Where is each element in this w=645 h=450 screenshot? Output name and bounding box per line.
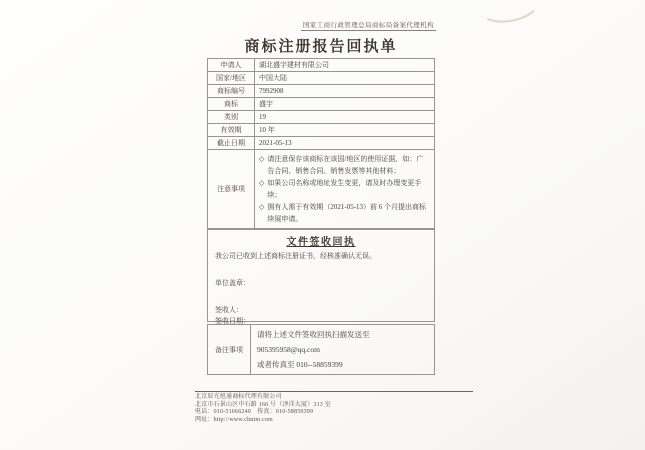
- row-value: 19: [255, 111, 435, 124]
- row-label: 商标编号: [208, 85, 255, 98]
- row-label: 国家/地区: [208, 72, 255, 85]
- table-row: [208, 98, 435, 111]
- diamond-bullet-icon: ◇: [259, 179, 265, 187]
- file-receipt-box: [207, 229, 435, 325]
- table-row: [208, 72, 435, 85]
- row-label: 类别: [208, 111, 255, 124]
- receipt-box-title: 文件签收回执: [286, 237, 356, 248]
- remark-line: 或者传真至 010--58859399: [257, 360, 343, 369]
- remark-row: [208, 325, 435, 375]
- note-text: 拥有人需于有效期（2021-05-13）前 6 个月提出商标续展申请。: [267, 203, 427, 223]
- company-stamp-label: 单位盖章：: [215, 279, 250, 287]
- row-label: 申请人: [208, 59, 255, 72]
- remark-content: [251, 325, 435, 375]
- remark-table: [207, 324, 435, 375]
- trademark-info-table: [207, 58, 435, 229]
- note-item: [259, 201, 430, 225]
- row-value: 盛宇: [255, 98, 435, 111]
- signer-label: 签收人：: [215, 306, 243, 314]
- sign-date-label: 签收日期：: [215, 317, 250, 325]
- remark-line: 请将上述文件签收回执扫描发送至 905395958@qq.com: [257, 330, 370, 354]
- note-item: [259, 177, 430, 201]
- table-row: [208, 124, 435, 137]
- row-value: 湖北盛宇建材有限公司: [255, 59, 435, 72]
- row-label: 商标: [208, 98, 255, 111]
- row-label: 截止日期: [208, 137, 255, 150]
- note-text: 请注意保存该商标在该国/地区的使用证据，如：广告合同、销售合同、销售发票等其他材料；: [267, 155, 424, 175]
- note-text: 如果公司名称或地址发生变更，请及时办理变更手续；: [267, 179, 422, 199]
- footer-address: 北京市石景山区中石路 166 号（泽洋大厦）313 室: [195, 401, 331, 408]
- row-label: 有效期: [208, 124, 255, 137]
- note-item: [259, 153, 430, 177]
- table-row: [208, 59, 435, 72]
- row-value: 10 年: [255, 124, 435, 137]
- diamond-bullet-icon: ◇: [259, 155, 265, 163]
- agency-header-line: 国家工商行政管理总局商标局备案代理机构: [302, 22, 434, 29]
- table-row: [208, 111, 435, 124]
- notes-content: [255, 150, 435, 229]
- row-value: 2021-05-13: [255, 137, 435, 150]
- scan-artifact-mark: [476, 0, 543, 27]
- notes-label: 注意事项: [208, 150, 255, 229]
- notes-row: [208, 150, 435, 229]
- footer-website: 网址：http://www.chntm.com: [195, 416, 273, 423]
- remark-label: 备注事项: [208, 325, 251, 375]
- table-row: [208, 85, 435, 98]
- table-row: [208, 137, 435, 150]
- row-value: 中国大陆: [255, 72, 435, 85]
- receipt-statement: 我公司已收到上述商标注册证书，经核准确认无误。: [215, 252, 376, 260]
- diamond-bullet-icon: ◇: [259, 203, 265, 211]
- document-title: 商标注册报告回执单: [244, 39, 398, 55]
- row-value: 7992908: [255, 85, 435, 98]
- footer-company-name: 北京辰光旭通商标代理有限公司: [195, 394, 282, 400]
- footer-phone-fax: 电话：010-51666240 传真：010-58859399: [195, 409, 314, 415]
- agency-footer: [195, 391, 473, 424]
